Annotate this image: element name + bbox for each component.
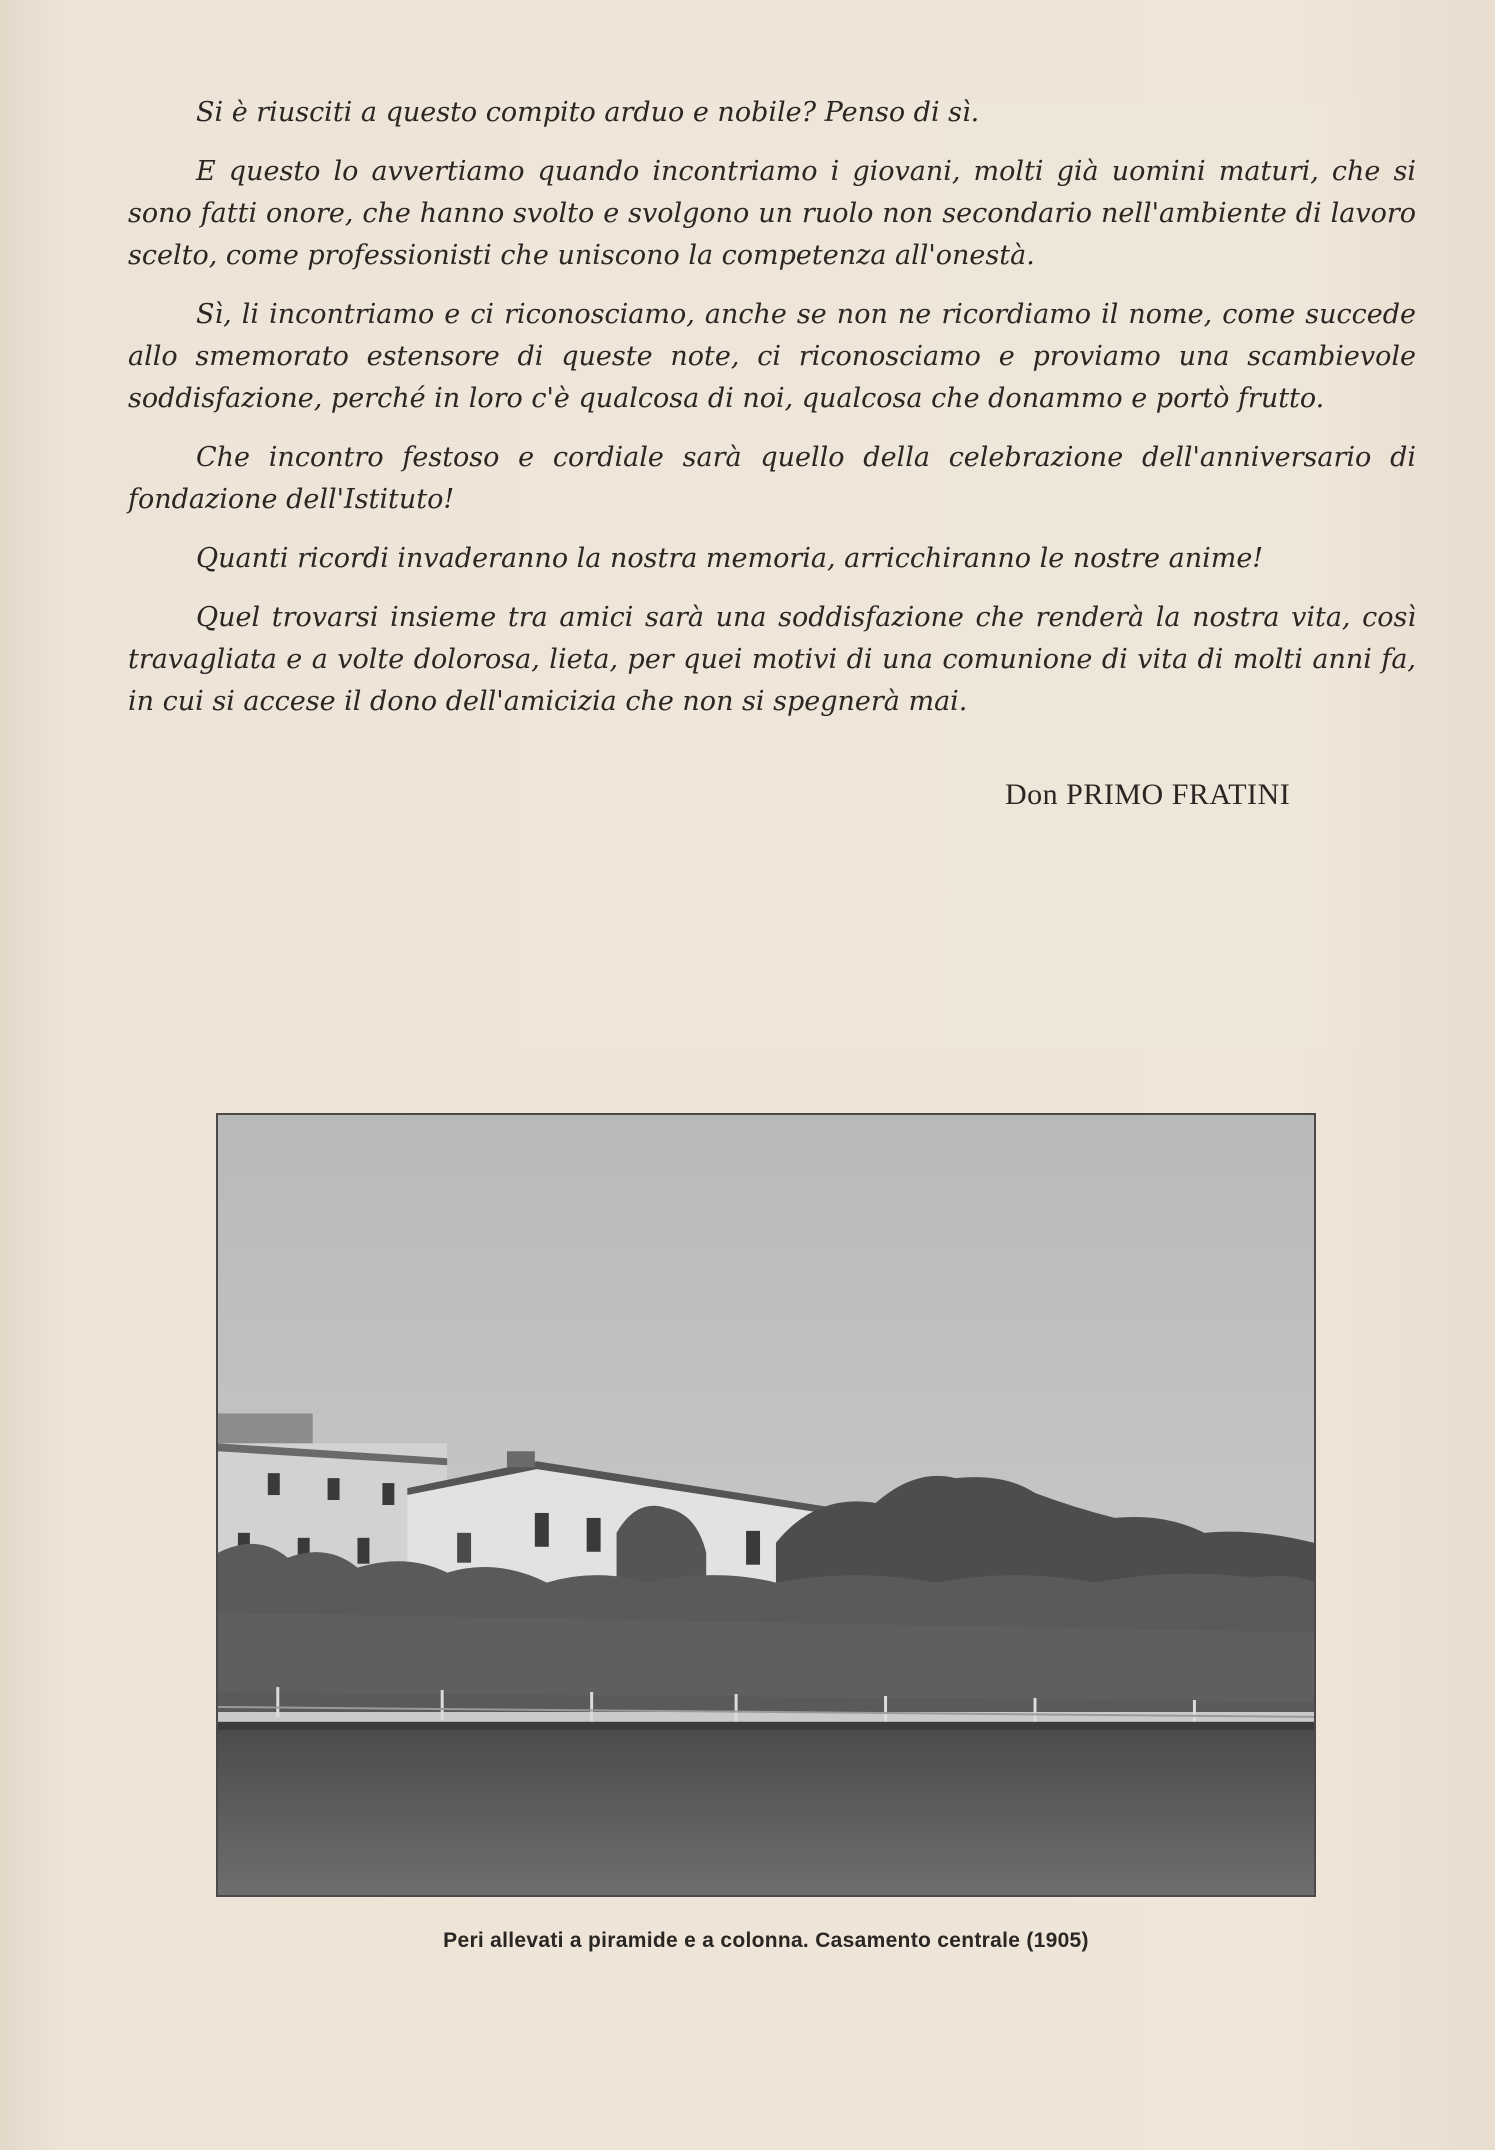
historic-photograph — [216, 1113, 1316, 1897]
article-text — [128, 92, 1416, 740]
author-signature: Don PRIMO FRATINI — [1005, 778, 1291, 811]
paragraph: Quel trovarsi insieme tra amici sarà una soddisfazione che renderà la nostra vita, così travagliata e a volte dolorosa, lieta, per quei motivi di una comunione di vita di molti anni fa, in cui si accese il dono dell'amicizia che non si spegnerà mai. — [128, 602, 1416, 717]
photo-illustration — [218, 1115, 1314, 1895]
paragraph: Quanti ricordi invaderanno la nostra memoria, arricchiranno le nostre anime! — [196, 543, 1264, 574]
paragraph: E questo lo avvertiamo quando incontriamo i giovani, molti già uomini maturi, che si sono fatti onore, che hanno svolto e svolgono un ruolo non secondario nell'ambiente di lavoro scelto, come professionisti che uniscono la competenza all'onestà. — [128, 156, 1416, 271]
paragraph: Sì, li incontriamo e ci riconosciamo, anche se non ne ricordiamo il nome, come succede allo smemorato estensore di queste note, ci riconosciamo e proviamo una scambievole soddisfazione, perché in loro c'è qualcosa di noi, qualcosa che donammo e portò frutto. — [128, 299, 1416, 414]
paragraph: Si è riusciti a questo compito arduo e nobile? Penso di sì. — [196, 97, 980, 128]
photo-caption: Peri allevati a piramide e a colonna. Casamento centrale (1905) — [443, 1929, 1089, 1952]
field — [218, 1722, 1314, 1895]
paragraph: Che incontro festoso e cordiale sarà quello della celebrazione dell'anniversario di fondazione dell'Istituto! — [128, 442, 1416, 515]
